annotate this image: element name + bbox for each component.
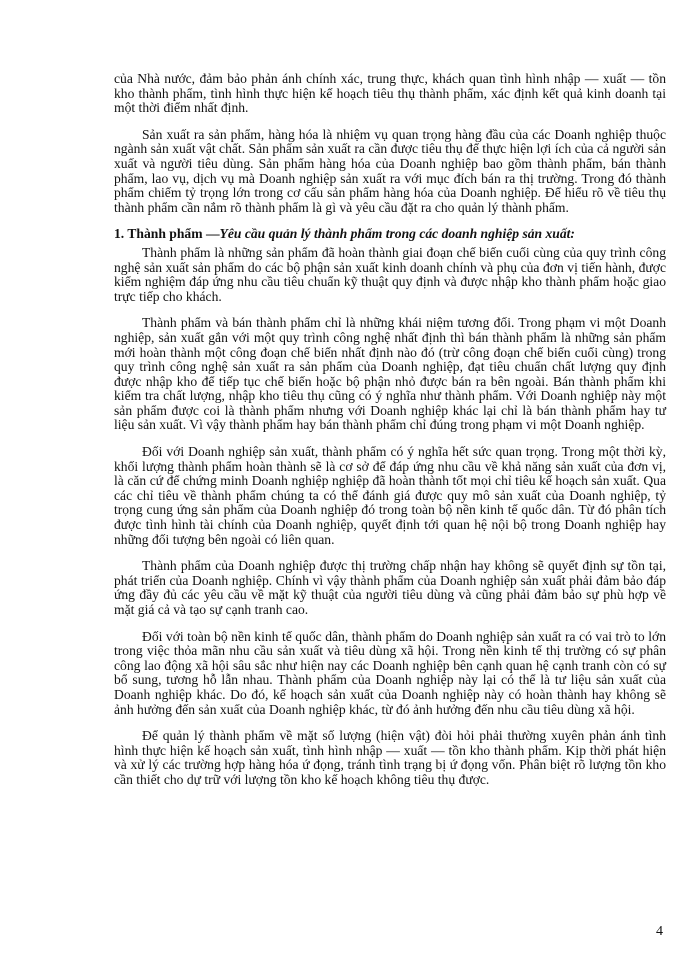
paragraph-definition: Thành phẩm là những sản phẩm đã hoàn thành giai đoạn chế biến cuối cùng của quy trình công nghệ sản xuất sản phẩm do các bộ phận sản xuất kinh doanh chính và phụ của đơn vị tiến hành, được kiểm nghiệm đáp ứng nhu cầu tiêu chuẩn kỹ thuật quy định và được nhập kho thành phẩm hoặc giao trực tiếp cho khách. <box>114 244 666 304</box>
paragraph-market: Thành phẩm của Doanh nghiệp được thị trường chấp nhận hay không sẽ quyết định sự tồn tại, phát triển của Doanh nghiệp. Chính vì vậy thành phẩm của Doanh nghiệp sản xuất phải đảm bảo đáp ứng đầy đủ các yêu cầu về mặt kỹ thuật của người tiêu dùng và cũng phải đảm bảo sự phù hợp về mặt giá cả và tạo sự cạnh tranh cao. <box>114 558 666 617</box>
page-number: 4 <box>656 924 663 939</box>
paragraph-intro: Sản xuất ra sản phẩm, hàng hóa là nhiệm vụ quan trọng hàng đầu của các Doanh nghiệp thuộc ngành sản xuất vật chất. Sản phẩm sản xuất ra cần được tiêu thụ để thực hiện lợi ích của cả người sản xuất và người tiêu dùng. Sản phẩm hàng hóa của Doanh nghiệp bao gồm thành phẩm, bán thành phẩm, lao vụ, dịch vụ mà Doanh nghiệp sản xuất ra với mục đích bán ra thị trường. Trong đó thành phẩm chiếm tỷ trọng lớn trong cơ cấu sản phẩm hàng hóa của Doanh nghiệp. Để hiểu rõ về tiêu thụ thành phẩm cần nắm rõ thành phẩm là gì và yêu cầu đặt ra cho quản lý thành phẩm. <box>114 126 666 215</box>
paragraph-intro-continued: của Nhà nước, đảm bảo phản ánh chính xác, trung thực, khách quan tình hình nhập — xuất — tồn kho thành phẩm, tình hình thực hiện kế hoạch tiêu thụ thành phẩm, xác định kết quả kinh doanh tại một thời điểm nhất định. <box>114 71 666 116</box>
section-number: 1. <box>114 226 125 242</box>
paragraph-quantity-management: Để quản lý thành phẩm về mặt số lượng (hiện vật) đòi hỏi phải thường xuyên phản ánh tình hình thực hiện kế hoạch sản xuất, tình hình nhập — xuất — tồn kho thành phẩm. Kịp thời phát hiện và xử lý các trường hợp hàng hóa ứ đọng, tránh tình trạng bị ứ đọng vốn. Phân biệt rõ lượng tồn kho cần thiết cho dự trữ với lượng tồn kho kế hoạch không tiêu thụ được. <box>114 728 666 787</box>
section-title-italic: Yêu cầu quản lý thành phẩm trong các doanh nghiệp sản xuất: <box>219 226 575 242</box>
document-page <box>114 72 666 800</box>
paragraph-importance: Đối với Doanh nghiệp sản xuất, thành phẩm có ý nghĩa hết sức quan trọng. Trong một thời kỳ, khối lượng thành phẩm hoàn thành sẽ là cơ sở để đáp ứng nhu cầu về khả năng sản xuất của đơn vị, là căn cứ để chứng minh Doanh nghiệp nghiệp đã hoàn thành tốt mọi chỉ tiêu kế hoạch sản xuất. Qua các chỉ tiêu về thành phẩm chúng ta có thể đánh giá được quy mô sản xuất của Doanh nghiệp, tỷ trọng cung ứng sản phẩm của Doanh nghiệp đó trong toàn bộ nền kinh tế quốc dân. Từ đó phân tích được tình hình tài chính của Doanh nghiệp, quyết định tới quan hệ nội bộ trong Doanh nghiệp hay những đối tượng bên ngoài có liên quan. <box>114 444 666 547</box>
paragraph-semi-finished: Thành phẩm và bán thành phẩm chỉ là những khái niệm tương đối. Trong phạm vi một Doanh nghiệp, sản xuất gắn với một quy trình công nghệ nhất định thì bán thành phẩm là những sản phẩm mới hoàn thành một công đoạn chế biến nhất định nào đó (trừ công đoạn chế biến cuối cùng) trong quy trình công nghệ sản xuất ra sản phẩm của Doanh nghiệp, đạt tiêu chuẩn chất lượng quy định được nhập kho để tiếp tục chế biến hoặc bộ phận nhỏ được bán ra bên ngoài. Bán thành phẩm khi kiểm tra chất lượng, nhập kho tiêu thụ cũng có ý nghĩa như thành phẩm. Với Doanh nghiệp này một sản phẩm được coi là thành phẩm nhưng với Doanh nghiệp khác lại chỉ là bán thành phẩm hay tư liệu sản xuất. Vì vậy thành phẩm hay bán thành phẩm chỉ đúng trong phạm vi một Doanh nghiệp. <box>114 315 666 433</box>
paragraph-economy: Đối với toàn bộ nền kinh tế quốc dân, thành phẩm do Doanh nghiệp sản xuất ra có vai trò to lớn trong việc thỏa mãn nhu cầu sản xuất và tiêu dùng xã hội. Trong nền kinh tế thị trường có sự phân công lao động xã hội sâu sắc như hiện nay các Doanh nghiệp bên cạnh quan hệ cạnh tranh còn có sự bổ sung, tương hỗ lẫn nhau. Thành phẩm của Doanh nghiệp này lại có thể là tư liệu sản xuất của Doanh nghiệp khác. Do đó, kế hoạch sản xuất của Doanh nghiệp này có hoàn thành hay không sẽ ảnh hưởng đến sản xuất của Doanh nghiệp khác, từ đó ảnh hưởng đến nhu cầu tiêu dùng xã hội. <box>114 628 666 717</box>
section-heading <box>114 227 666 242</box>
section-title-bold: Thành phẩm — <box>127 226 220 242</box>
